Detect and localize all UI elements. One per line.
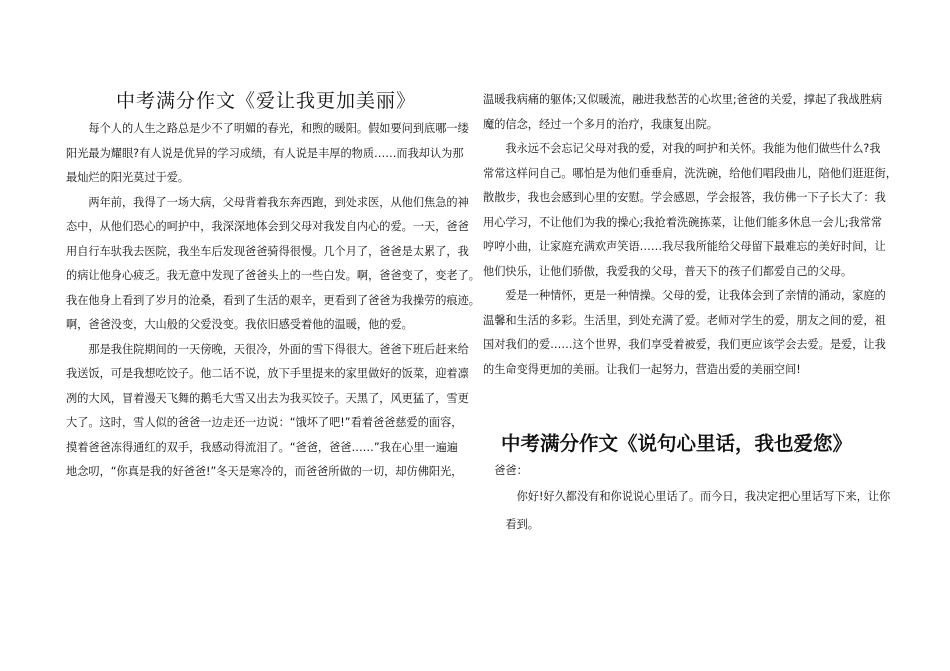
- essay-body-1: [66, 117, 480, 485]
- essay-body-1-continued: [483, 88, 897, 382]
- text-line: 用自行车驮我去医院，我坐车后发现爸爸骑得很慢。几个月了，爸爸是太累了，我: [66, 244, 469, 258]
- text-line: 你好!好久都没有和你说说心里话了。而今日，我决定把心里话写下来，让你: [483, 490, 891, 503]
- text-line: 态中，从他们恐心的呵护中，我深深地体会到父母对我发自内心的爱。一天，爸爸: [66, 220, 469, 233]
- essay-title-2: 中考满分作文《说句心里话，我也爱您》: [501, 432, 853, 455]
- text-line: 摸着爸爸冻得通红的双手，我感动得流泪了。“爸爸，爸爸……”我在心里一遍遍: [66, 440, 458, 454]
- text-line: 啊，爸爸没变，大山般的父爱没变。我依旧感受着他的温暖，他的爱。: [66, 318, 413, 331]
- text-line: 两年前，我得了一场大病，父母背着我东奔西跑，到处求医，从他们焦急的神: [66, 195, 469, 209]
- text-line: 那是我住院期间的一天傍晚，天很冷，外面的雪下得很大。爸爸下班后赶来给: [66, 342, 469, 356]
- text-line: 的生命变得更加的美丽。让我们一起努力，营造出爱的美丽空间!: [483, 362, 801, 376]
- text-line: 的病让他身心疲乏。我无意中发现了爸爸头上的一些白发。啊，爸爸变了，变老了。: [66, 269, 480, 282]
- text-line: 我送饭，可是我想吃饺子。他二话不说，放下手里提来的家里做好的饭菜，迎着凛: [66, 367, 469, 380]
- essay-body-2: [483, 459, 893, 539]
- text-line: 地念叨，“你真是我的好爸爸!”冬天是寒冷的，而爸爸所做的一切，却仿佛阳光，: [66, 465, 463, 478]
- text-line: 冽的大风，冒着漫天飞舞的鹅毛大雪又出去为我买饺子。天黑了，风更猛了，雪更: [66, 391, 469, 405]
- text-line: 最灿烂的阳光莫过于爱。: [66, 171, 190, 184]
- text-line: 温暖我病痛的躯体;又似暖流，融进我愁苦的心坎里;爸爸的关爱，撑起了我战胜病: [483, 93, 883, 106]
- text-line: 魔的信念，经过一个多月的治疗，我康复出院。: [483, 117, 718, 131]
- text-line: 哼哼小曲，让家庭充满欢声笑语……我尽我所能给父母留下最难忘的美好时间，让: [483, 240, 886, 253]
- text-line: 散散步，我也会感到心里的安慰。学会感恩，学会报答，我仿佛一下子长大了：我: [483, 191, 886, 204]
- text-line: 用心学习，不让他们为我的操心;我抢着洗碗拣菜，让他们能多休息一会儿;我常常: [483, 215, 883, 229]
- text-line: 爱是一种情怀，更是一种情操。父母的爱，让我体会到了亲情的涌动，家庭的: [483, 289, 886, 302]
- text-line: 常常这样问自己。哪怕是为他们垂垂肩，洗洗碗，给他们唱段曲儿，陪他们逛逛街，: [483, 166, 897, 180]
- text-line: 我永远不会忘记父母对我的爱，对我的呵护和关怀。我能为他们做些什么?我: [483, 142, 881, 155]
- text-line: 看到。: [483, 518, 539, 531]
- text-line: 我在他身上看到了岁月的沧桑，看到了生活的艰辛，更看到了爸爸为我操劳的痕迹。: [66, 293, 480, 307]
- text-line: 国对我们的爱……这个世界，我们享受着被爱，我们更应该学会去爱。是爱，让我: [483, 338, 886, 351]
- text-line: 大了。这时，雪人似的爸爸一边走还一边说：“饿坏了吧!”看着爸爸慈爱的面容，: [66, 416, 463, 429]
- essay-title-1: 中考满分作文《爱让我更加美丽》: [116, 90, 417, 112]
- text-line: 爸爸：: [483, 464, 528, 477]
- text-line: 每个人的人生之路总是少不了明媚的春光，和煦的暖阳。假如要问到底哪一缕: [66, 122, 469, 135]
- text-line: 他们快乐，让他们骄傲，我爱我的父母，普天下的孩子们都爱自己的父母。: [483, 264, 853, 278]
- text-line: 温馨和生活的多彩。生活里，到处充满了爱。老师对学生的爱，朋友之间的爱，祖: [483, 313, 886, 327]
- text-line: 阳光最为耀眼?有人说是优异的学习成绩，有人说是丰厚的物质……而我却认为那: [66, 146, 464, 160]
